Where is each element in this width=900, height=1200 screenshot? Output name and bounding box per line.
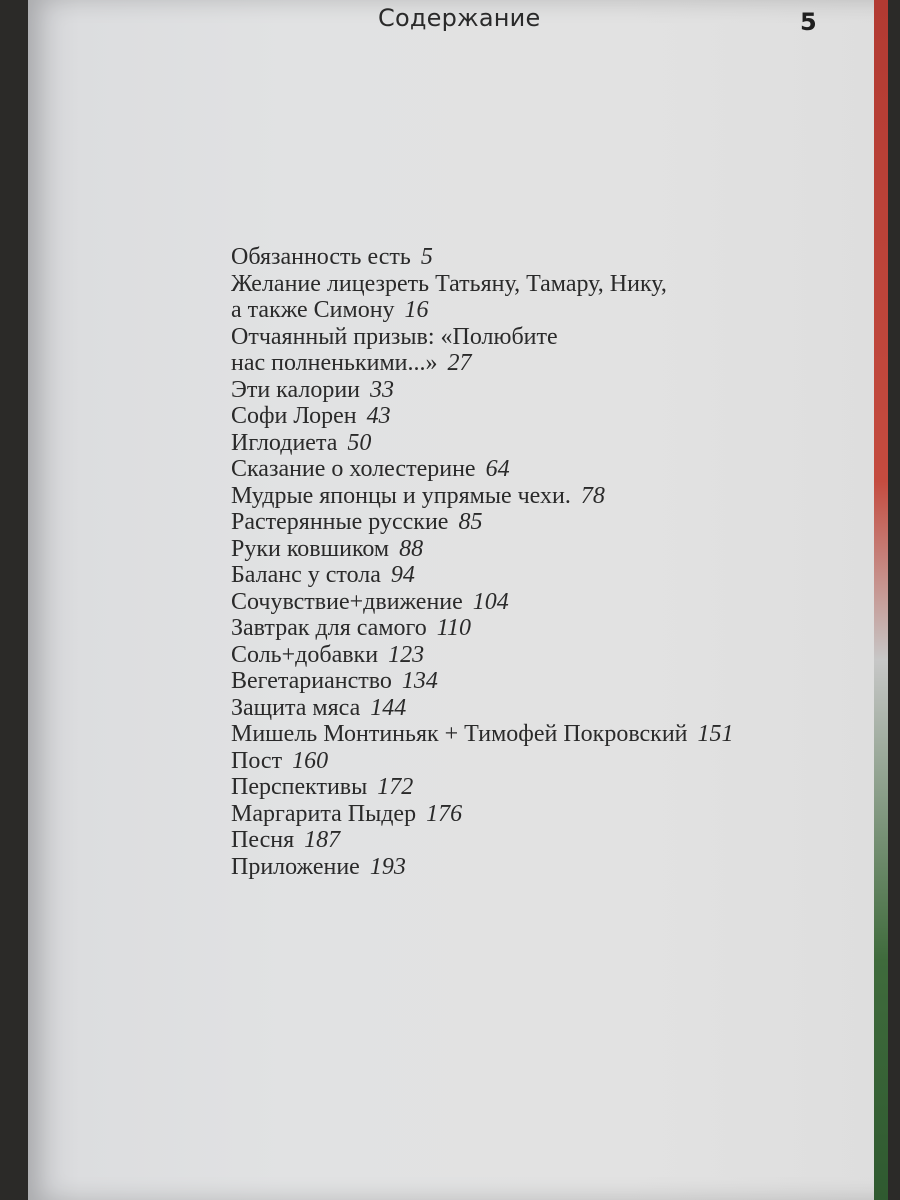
toc-entry-title: Перспективы: [231, 774, 368, 800]
toc-entry-page: 16: [404, 297, 429, 323]
toc-entry-page: 94: [390, 562, 415, 588]
toc-entry-page: 110: [436, 615, 471, 641]
toc-entry-line: [231, 668, 871, 695]
toc-entry-page: 144: [370, 694, 407, 721]
toc-entry-page: 64: [485, 456, 510, 482]
toc-entry-line: [231, 377, 871, 404]
toc-entry-line: [231, 562, 871, 589]
toc-entry-title: Защита мяса: [231, 694, 361, 721]
toc-entry-line: [231, 403, 871, 430]
toc-entry-page: 172: [377, 774, 414, 800]
toc-entry-title: Завтрак для самого: [231, 615, 427, 641]
toc-entry-page: 160: [292, 747, 329, 774]
toc-entry-title: Софи Лорен: [231, 403, 357, 429]
toc-entry-line: [231, 589, 871, 616]
toc-entry-title: Приложение: [231, 853, 360, 880]
toc-entry-page: 176: [426, 800, 463, 827]
toc-entry-line: [231, 827, 871, 854]
toc-entry-page: 123: [388, 641, 425, 668]
toc-entry-title: Иглодиета: [231, 429, 338, 456]
toc-entry-title: Маргарита Пыдер: [231, 800, 417, 827]
toc-entry-title: Пост: [231, 747, 283, 774]
toc-entry-title: Баланс у стола: [231, 562, 381, 588]
toc-entry-title: нас полненькими...»: [231, 350, 438, 376]
toc-entry-title: Руки ковшиком: [231, 535, 390, 562]
toc-entry-line: [231, 324, 871, 351]
toc-entry-line: [231, 483, 871, 510]
toc-entry-title: Соль+добавки: [231, 641, 379, 668]
toc-entry-title: Желание лицезреть Татьяну, Тамару, Нику,: [231, 270, 667, 297]
toc-entry-line: [231, 297, 871, 324]
toc-entry-line: [231, 430, 871, 457]
toc-entry-title: Эти калории: [231, 376, 360, 403]
toc-entry-page: 193: [369, 853, 406, 880]
toc-entry-page: 187: [304, 827, 341, 853]
toc-entry-line: [231, 748, 871, 775]
toc-entry-page: 5: [420, 244, 433, 270]
page-title: Содержание: [378, 4, 541, 32]
toc-entry-title: Растерянные русские: [231, 509, 449, 535]
toc-entry-line: [231, 801, 871, 828]
toc-entry-line: [231, 615, 871, 642]
toc-entry-page: 134: [401, 668, 438, 694]
page-number: 5: [800, 8, 817, 36]
toc-entry-page: 104: [472, 588, 509, 615]
toc-entry-page: 78: [580, 482, 605, 509]
toc-entry-line: [231, 642, 871, 669]
toc-entry-title: Отчаянный призыв: «Полюбите: [231, 323, 558, 350]
toc-entry-line: [231, 854, 871, 881]
page-edge-decoration: [874, 0, 888, 1200]
table-of-contents: [231, 244, 871, 880]
toc-entry-title: Мудрые японцы и упрямые чехи.: [231, 482, 571, 509]
toc-entry-title: Песня: [231, 827, 295, 853]
toc-entry-page: 27: [447, 350, 472, 376]
toc-entry-page: 151: [697, 721, 734, 747]
toc-entry-page: 33: [370, 376, 394, 403]
toc-entry-title: Вегетарианство: [231, 668, 392, 694]
toc-entry-line: [231, 536, 871, 563]
toc-entry-line: [231, 509, 871, 536]
toc-entry-title: а также Симону: [231, 297, 395, 323]
toc-entry-line: [231, 456, 871, 483]
toc-entry-line: [231, 350, 871, 377]
toc-entry-page: 43: [366, 403, 391, 429]
toc-entry-title: Сказание о холестерине: [231, 456, 476, 482]
toc-entry-page: 85: [458, 509, 483, 535]
toc-entry-line: [231, 695, 871, 722]
toc-entry-title: Мишель Монтиньяк + Тимофей Покровский: [231, 721, 688, 747]
toc-entry-line: [231, 244, 871, 271]
toc-entry-line: [231, 271, 871, 298]
toc-entry-page: 88: [399, 535, 424, 562]
toc-entry-line: [231, 774, 871, 801]
toc-entry-page: 50: [347, 429, 372, 456]
toc-entry-title: Обязанность есть: [231, 244, 411, 270]
book-page: [28, 0, 888, 1200]
toc-entry-line: [231, 721, 871, 748]
toc-entry-title: Сочувствие+движение: [231, 588, 463, 615]
